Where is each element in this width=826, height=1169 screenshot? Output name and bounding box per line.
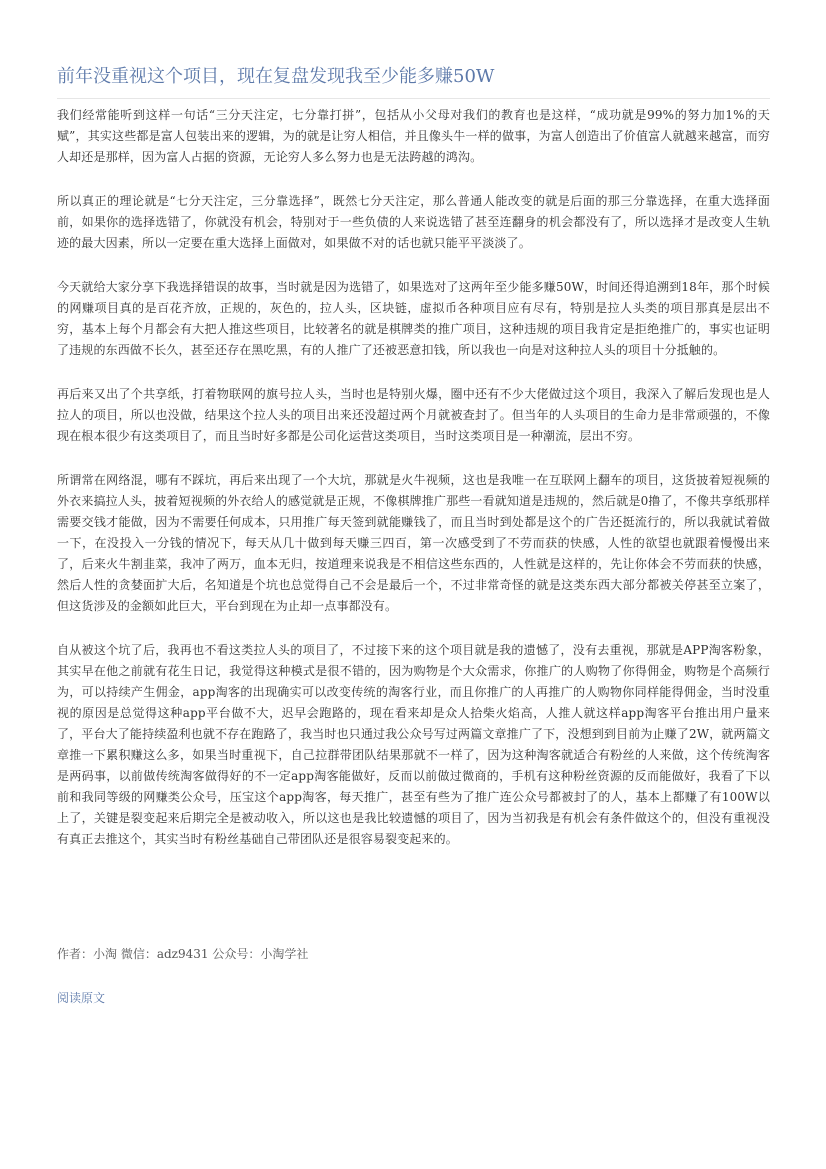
article-paragraph-6: 自从被这个坑了后，我再也不看这类拉人头的项目了，不过接下来的这个项目就是我的遗憾了，没有去重视，那就是APP淘客粉象，其实早在他之前就有花生日记，我觉得这种模式是很不错的，因为购物是个大众需求，你推广的人购物了你得佣金，购物是个高频行为，可以持续产生佣金，app淘客的出现确实可以改变传统的淘客行业，而且你推广的人再推广的人购物你同样能得佣金，当时没重视的原因是总觉得这种app平台做不大，迟早会跑路的，现在看来却是众人拾柴火焰高，人推人就这样app淘客平台推出用户量来了，平台大了能持续盈利也就不存在跑路了，我当时也只通过我公众号写过两篇文章推广了下，没想到到目前为止赚了2W，就两篇文章推一下累积赚这么多，如果当时重视下，自己拉群带团队结果那就不一样了，因为这种淘客就适合有粉丝的人来做，这个传统淘客是两码事，以前做传统淘客做得好的不一定app淘客能做好，反而以前做过微商的，手机有这种粉丝资源的反而能做好，我看了下以前和我同等级的网赚类公众号，压宝这个app淘客，每天推广，甚至有些为了推广连公众号都被封了的人，基本上都赚了有100W以上了，关键是裂变起来后期完全是被动收入，所以这也是我比较遗憾的项目了，因为当初我是有机会有条件做这个的，但没有重视没有真正去推这个，其实当时有粉丝基础自己带团队还是很容易裂变起来的。	[57, 643, 770, 846]
read-original-link[interactable]: 阅读原文	[57, 991, 106, 1005]
article-title: 前年没重视这个项目，现在复盘发现我至少能多赚50W	[57, 66, 495, 87]
article-paragraph-5: 所谓常在网络混，哪有不踩坑，再后来出现了一个大坑，那就是火牛视频，这也是我唯一在互联网上翻车的项目，这货披着短视频的外衣来搞拉人头，披着短视频的外衣给人的感觉就是正规，不像棋牌推广那些一看就知道是违规的，然后就是0撸了，不像共享纸那样需要交钱才能做，因为不需要任何成本，只用推广每天签到就能赚钱了，而且当时到处都是这个的广告还挺流行的，所以我就试着做一下，在没投入一分钱的情况下，每天从几十做到每天赚三四百，第一次感受到了不劳而获的快感，人性的欲望也就跟着慢慢出来了，后来火牛割韭菜，我冲了两万，血本无归，按道理来说我是不相信这些东西的，人性就是这样的，先让你体会不劳而获的快感，然后人性的贪婪面扩大后，名知道是个坑也总觉得自己不会是最后一个，不过非常奇怪的就是这类东西大部分都被关停甚至立案了，但这货涉及的金额如此巨大，平台到现在为止却一点事都没有。	[57, 473, 770, 613]
author-info: 作者：小淘 微信：adz9431 公众号：小淘学社	[57, 947, 309, 961]
article-paragraph-1: 我们经常能听到这样一句话“三分天注定，七分靠打拼”，包括从小父母对我们的教育也是这样，“成功就是99%的努力加1%的天赋”，其实这些都是富人包装出来的逻辑，为的就是让穷人相信，并且像头牛一样的做事，为富人创造出了价值富人就越来越富，而穷人却还是那样，因为富人占据的资源，无论穷人多么努力也是无法跨越的鸿沟。	[57, 108, 770, 164]
article-paragraph-4: 再后来又出了个共享纸，打着物联网的旗号拉人头，当时也是特别火爆，圈中还有不少大佬做过这个项目，我深入了解后发现也是人拉人的项目，所以也没做，结果这个拉人头的项目出来还没超过两个月就被查封了。但当年的人头项目的生命力是非常顽强的，不像现在根本很少有这类项目了，而且当时好多都是公司化运营这类项目，当时这类项目是一种潮流，层出不穷。	[57, 387, 770, 443]
article-paragraph-3: 今天就给大家分享下我选择错误的故事，当时就是因为选错了，如果选对了这两年至少能多赚50W，时间还得追溯到18年，那个时候的网赚项目真的是百花齐放，正规的，灰色的，拉人头，区块链，虚拟币各种项目应有尽有，特别是拉人头类的项目那真是层出不穷，基本上每个月都会有大把人推这些项目，比较著名的就是棋牌类的推广项目，这种违规的项目我肯定是拒绝推广的，事实也证明了违规的东西做不长久，甚至还存在黑吃黑，有的人推广了还被恶意扣钱，所以我也一向是对这种拉人头的项目十分抵触的。	[57, 280, 770, 357]
title-divider	[57, 98, 770, 99]
article-paragraph-2: 所以真正的理论就是“七分天注定，三分靠选择”，既然七分天注定，那么普通人能改变的就是后面的那三分靠选择，在重大选择面前，如果你的选择选错了，你就没有机会，特别对于一些负债的人来说选错了甚至连翻身的机会都没有了，所以选择才是改变人生轨迹的最大因素，所以一定要在重大选择上面做对，如果做不对的话也就只能平平淡淡了。	[57, 194, 770, 250]
article-body	[57, 105, 770, 873]
